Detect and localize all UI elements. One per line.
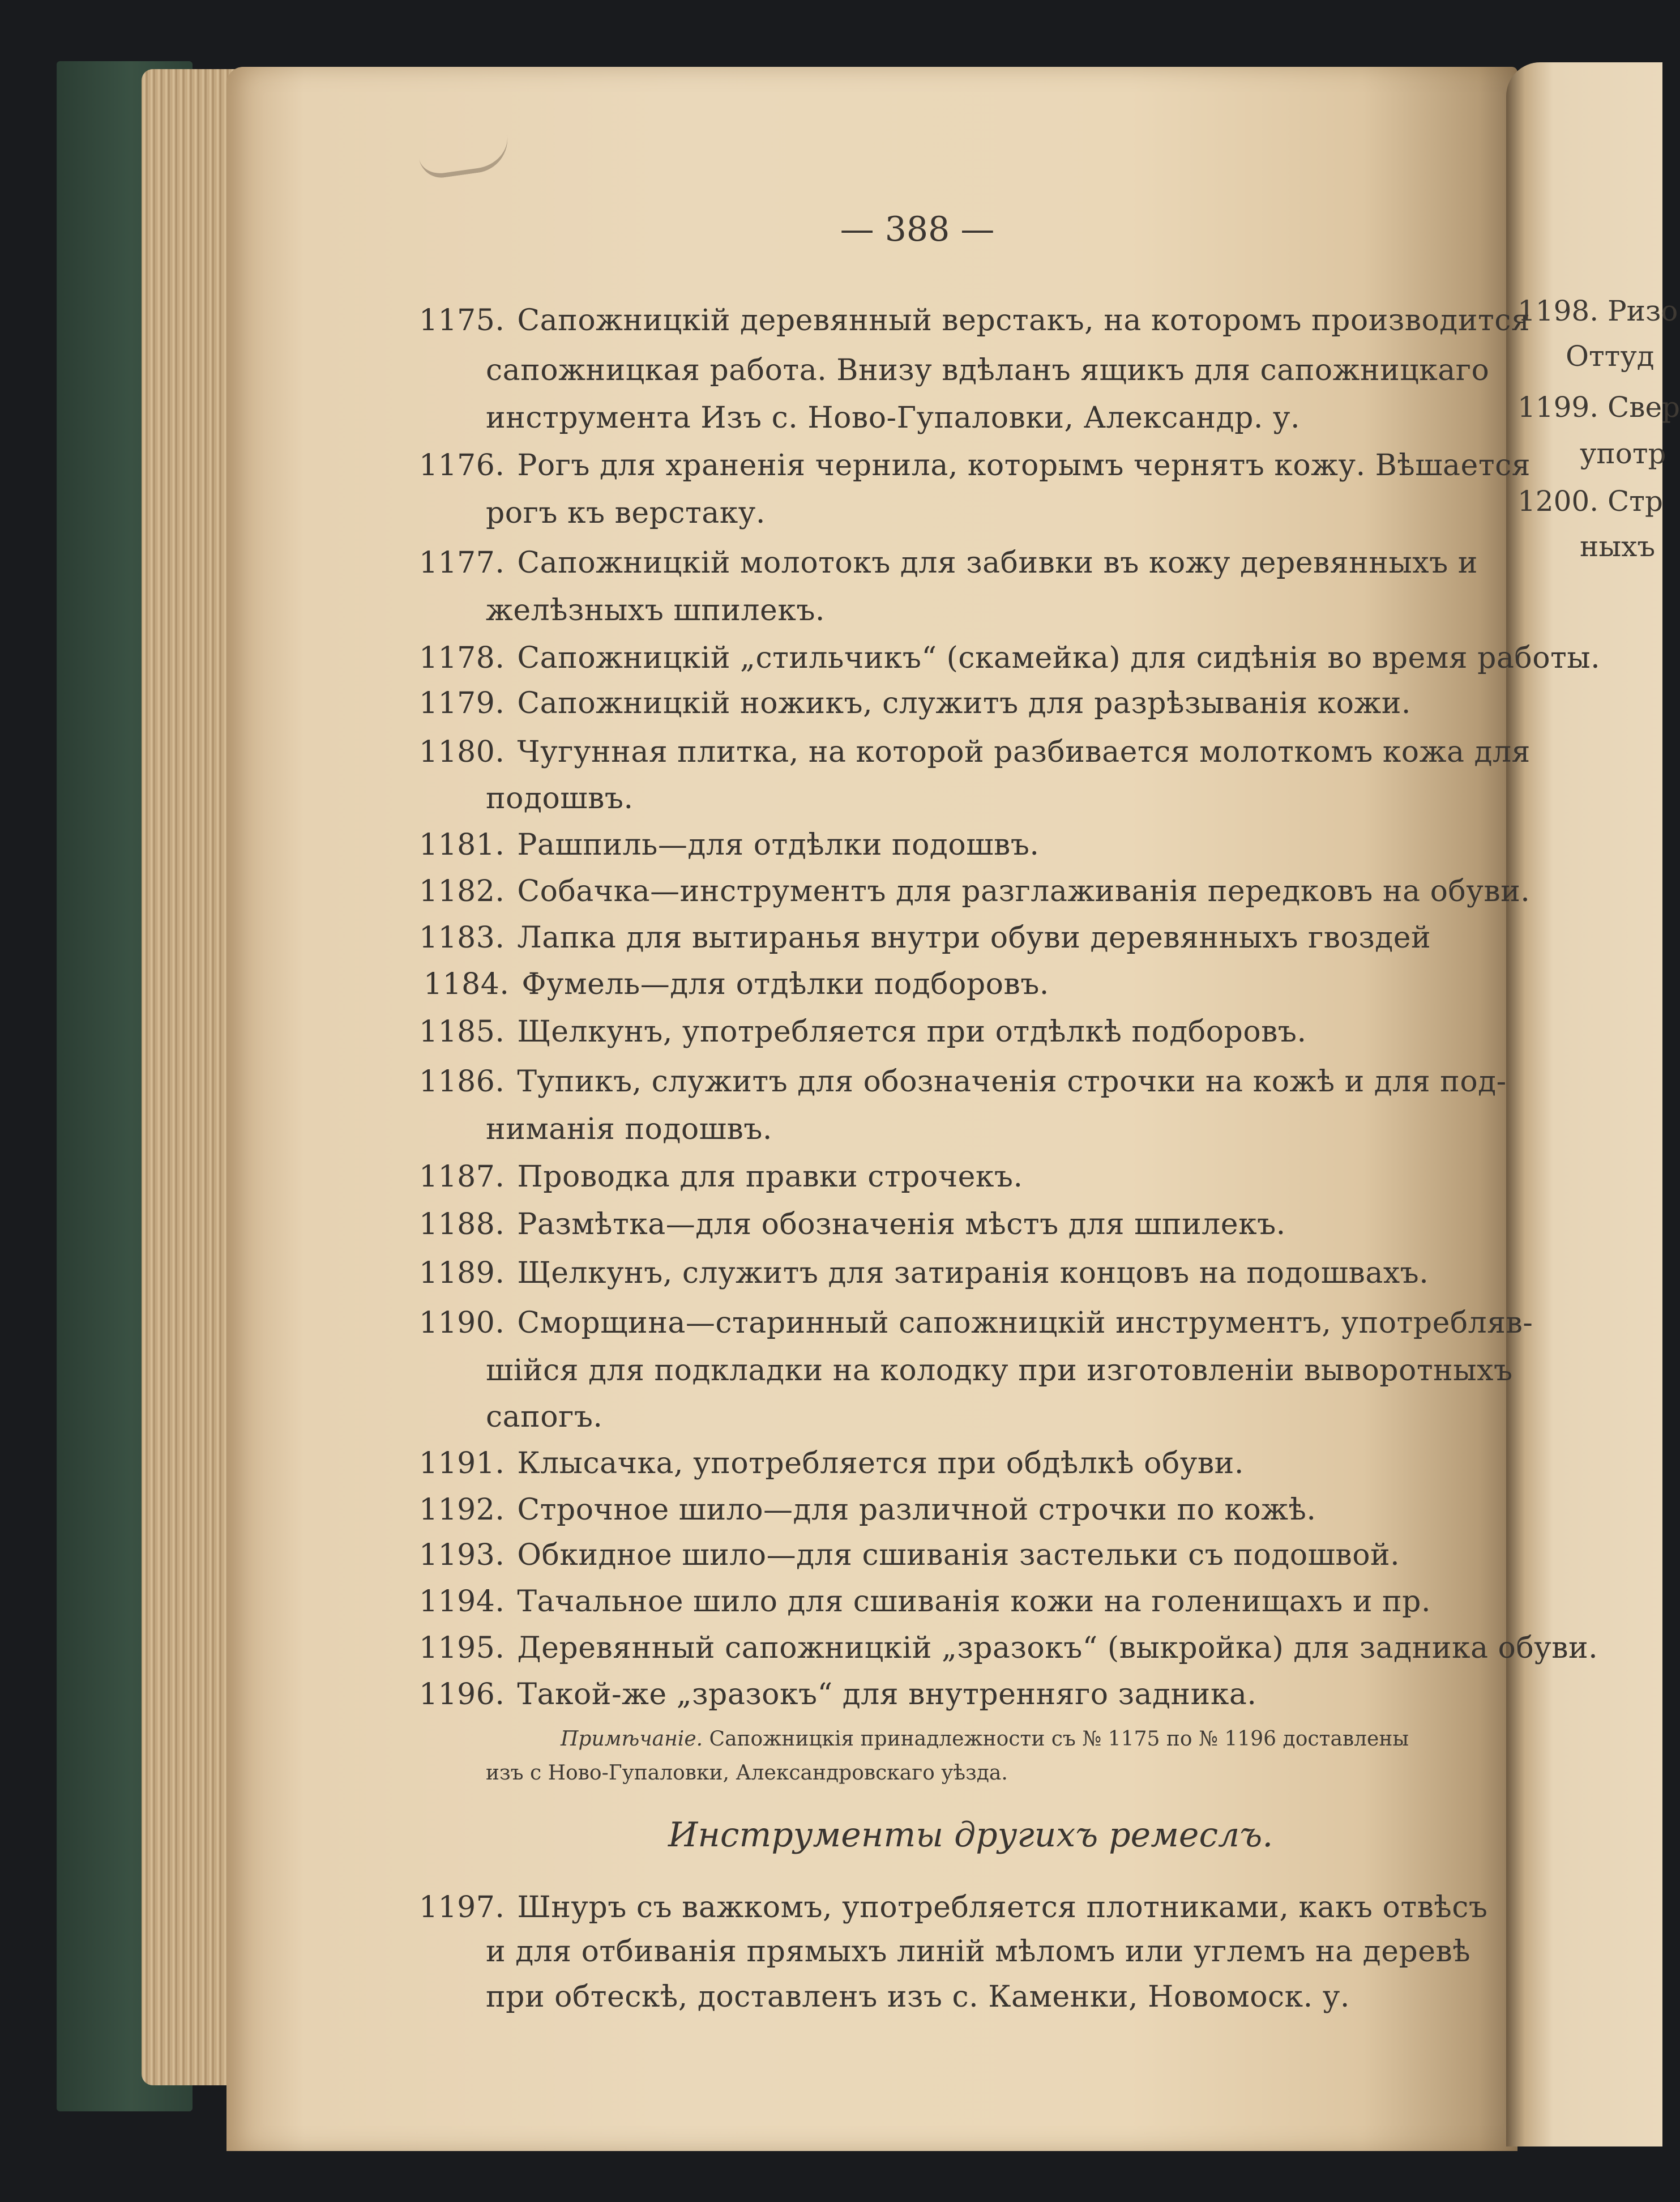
entry-line: 1191. Клысачка, употребляется при обдѣлкѣ обуви. bbox=[419, 1446, 1244, 1480]
right-page bbox=[1506, 62, 1662, 2146]
entry-number: 1192. bbox=[419, 1493, 505, 1527]
page-number: — 388 — bbox=[840, 210, 995, 249]
entry-line: сапогъ. bbox=[486, 1400, 603, 1434]
entry-number: 1183. bbox=[419, 921, 505, 955]
entry-line: 1181. Рашпиль—для отдѣлки подошвъ. bbox=[419, 828, 1040, 862]
entry-line: 1190. Сморщина—старинный сапожницкій инструментъ, употребляв- bbox=[419, 1306, 1533, 1340]
entry-line: 1179. Сапожницкій ножикъ, служитъ для разрѣзыванія кожи. bbox=[419, 686, 1411, 720]
entry-line: сапожницкая работа. Внизу вдѣланъ ящикъ для сапожницкаго bbox=[486, 353, 1490, 387]
entry-line: 1182. Собачка—инструментъ для разглаживанія передковъ на обуви. bbox=[419, 874, 1531, 908]
entry-number: 1194. bbox=[419, 1585, 505, 1619]
entry-line: 1176. Рогъ для храненія чернила, которымъ чернятъ кожу. Вѣшается bbox=[419, 449, 1531, 483]
entry-number: 1181. bbox=[419, 828, 505, 862]
entry-number: 1190. bbox=[419, 1306, 505, 1340]
entry-number: 1182. bbox=[419, 874, 505, 908]
entry-line: 1197. Шнуръ съ важкомъ, употребляется плотниками, какъ отвѣсъ bbox=[419, 1891, 1488, 1924]
entry-line: 1189. Щелкунъ, служитъ для затиранія концовъ на подошвахъ. bbox=[419, 1256, 1429, 1290]
entry-line: желѣзныхъ шпилекъ. bbox=[486, 594, 825, 628]
entry-line: подошвъ. bbox=[486, 782, 634, 816]
entry-number: 1188. bbox=[419, 1207, 505, 1241]
right-page-fragment: употр bbox=[1580, 437, 1666, 470]
entry-number: 1175. bbox=[419, 304, 505, 338]
right-page-fragment: ныхъ bbox=[1580, 530, 1656, 563]
entry-line: 1180. Чугунная плитка, на которой разбивается молоткомъ кожа для bbox=[419, 735, 1531, 769]
entry-line: 1194. Тачальное шило для сшиванія кожи на голенищахъ и пр. bbox=[419, 1585, 1431, 1619]
footnote-label: Примѣчаніе. bbox=[561, 1727, 703, 1751]
entry-line: 1195. Деревянный сапожницкій „зразокъ“ (выкройка) для задника обуви. bbox=[419, 1631, 1598, 1665]
entry-line: инструмента Изъ с. Ново-Гупаловки, Александр. у. bbox=[486, 401, 1301, 435]
right-page-fragment: 1198. Ризо bbox=[1517, 295, 1678, 327]
footnote-line-1: Примѣчаніе. Сапожницкія принадлежности съ № 1175 по № 1196 доставлены bbox=[561, 1727, 1409, 1751]
entry-number: 1191. bbox=[419, 1446, 505, 1480]
entry-number: 1193. bbox=[419, 1538, 505, 1572]
entry-line: рогъ къ верстаку. bbox=[486, 496, 766, 530]
entry-line: ниманія подошвъ. bbox=[486, 1112, 772, 1146]
right-page-fragment: Оттуд bbox=[1566, 340, 1655, 373]
entry-line: 1193. Обкидное шило—для сшиванія застельки съ подошвой. bbox=[419, 1538, 1400, 1572]
entry-line: 1184. Фумель—для отдѣлки подборовъ. bbox=[424, 967, 1049, 1001]
entry-line: 1192. Строчное шило—для различной строчки по кожѣ. bbox=[419, 1493, 1316, 1527]
entry-line: шійся для подкладки на колодку при изготовленіи выворотныхъ bbox=[486, 1354, 1513, 1388]
entry-number: 1178. bbox=[419, 641, 505, 675]
entry-number: 1177. bbox=[419, 546, 505, 580]
section-heading: Инструменты другихъ ремеслъ. bbox=[668, 1815, 1273, 1855]
entry-line: 1177. Сапожницкій молотокъ для забивки въ кожу деревянныхъ и bbox=[419, 546, 1478, 580]
entry-line: 1185. Щелкунъ, употребляется при отдѣлкѣ подборовъ. bbox=[419, 1015, 1307, 1049]
entry-line: 1188. Размѣтка—для обозначенія мѣстъ для шпилекъ. bbox=[419, 1207, 1286, 1241]
entry-number: 1196. bbox=[419, 1678, 505, 1712]
entry-line: 1175. Сапожницкій деревянный верстакъ, на которомъ производится bbox=[419, 304, 1531, 338]
entry-line: 1187. Проводка для правки строчекъ. bbox=[419, 1160, 1023, 1194]
entry-line: 1196. Такой-же „зразокъ“ для внутренняго задника. bbox=[419, 1678, 1257, 1712]
entry-number: 1189. bbox=[419, 1256, 505, 1290]
entry-number: 1184. bbox=[424, 967, 510, 1001]
entry-number: 1176. bbox=[419, 449, 505, 483]
entry-line: 1183. Лапка для вытиранья внутри обуви деревянныхъ гвоздей bbox=[419, 921, 1431, 955]
entry-number: 1186. bbox=[419, 1065, 505, 1099]
right-page-fragment: 1200. Стр bbox=[1517, 485, 1663, 518]
entry-number: 1195. bbox=[419, 1631, 505, 1665]
entry-number: 1180. bbox=[419, 735, 505, 769]
entry-number: 1179. bbox=[419, 686, 505, 720]
footnote-line-2: изъ с Ново-Гупаловки, Александровскаго уѣзда. bbox=[486, 1761, 1008, 1785]
entry-number: 1197. bbox=[419, 1891, 505, 1924]
right-page-fragment: 1199. Свер bbox=[1517, 391, 1680, 424]
entry-line: при обтескѣ, доставленъ изъ с. Каменки, Новомоск. у. bbox=[486, 1980, 1350, 2014]
entry-number: 1187. bbox=[419, 1160, 505, 1194]
entry-number: 1185. bbox=[419, 1015, 505, 1049]
entry-line: 1178. Сапожницкій „стильчикъ“ (скамейка) для сидѣнія во время работы. bbox=[419, 641, 1601, 675]
entry-line: 1186. Тупикъ, служитъ для обозначенія строчки на кожѣ и для под- bbox=[419, 1065, 1507, 1099]
entry-line: и для отбиванія прямыхъ линій мѣломъ или углемъ на деревѣ bbox=[486, 1935, 1471, 1969]
